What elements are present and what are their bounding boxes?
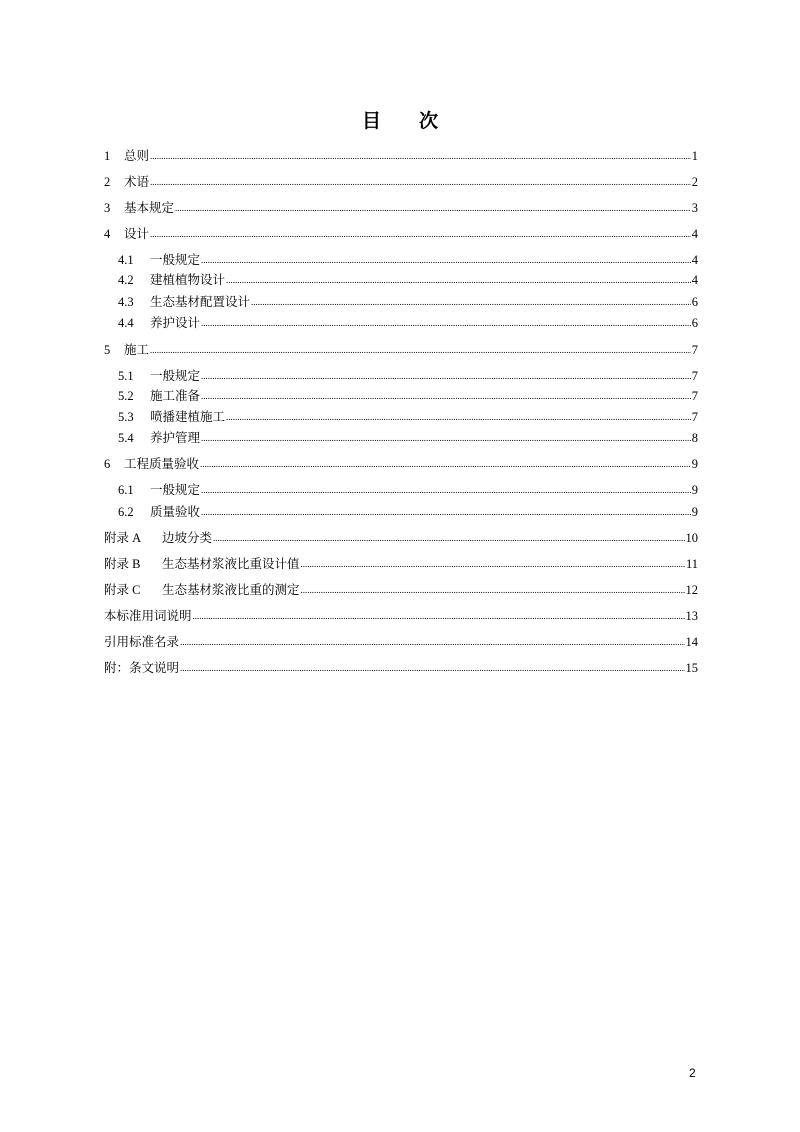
dot-leader [201, 503, 691, 520]
toc-entry[interactable] [118, 409, 698, 426]
toc-entry-page: 8 [691, 431, 698, 445]
dot-leader [201, 481, 691, 498]
dot-leader [200, 455, 691, 472]
toc-entry[interactable] [118, 272, 698, 289]
dot-leader [251, 293, 691, 310]
title-char-1: 目 [361, 111, 381, 132]
toc-entry-page: 7 [691, 389, 698, 403]
toc-entry-number: 6.2 [118, 505, 134, 519]
toc-entry[interactable] [118, 482, 698, 499]
toc-entry-number: 2 [104, 175, 111, 189]
toc-entry-page: 2 [691, 175, 698, 189]
toc-entry-page: 7 [691, 410, 698, 424]
toc-entry-label: 一般规定 [150, 253, 201, 267]
dot-leader [175, 199, 691, 216]
toc-entry-label: 施工 [124, 343, 150, 357]
toc-entry-page: 7 [691, 369, 698, 383]
toc-entry[interactable] [104, 456, 698, 473]
dot-leader [150, 225, 691, 242]
toc-entry-number: 6 [104, 457, 111, 471]
toc-entry-number: 4.4 [118, 316, 134, 330]
toc-entry-label: 施工准备 [150, 389, 201, 403]
toc-entry-page: 9 [691, 457, 698, 471]
toc-entry-number: 附录 C [104, 583, 141, 597]
toc-entry-page: 6 [691, 316, 698, 330]
toc-entry[interactable] [104, 634, 698, 651]
toc-entry-page: 3 [691, 201, 698, 215]
toc-entry[interactable] [118, 388, 698, 405]
toc-entry-page: 12 [685, 583, 698, 597]
toc-entry[interactable] [104, 660, 698, 677]
toc-entry-number: 5 [104, 343, 111, 357]
toc-entry-page: 1 [691, 149, 698, 163]
toc-entry-page: 7 [691, 343, 698, 357]
toc-entry-number: 5.3 [118, 410, 134, 424]
toc-entry-number: 6.1 [118, 483, 134, 497]
toc-entry-number: 5.2 [118, 389, 134, 403]
toc-entry[interactable] [104, 200, 698, 217]
dot-leader [301, 555, 685, 572]
toc-entry[interactable] [104, 582, 698, 599]
toc-entry-page: 4 [691, 273, 698, 287]
toc-entry-label: 养护设计 [150, 316, 201, 330]
toc-entry[interactable] [118, 252, 698, 269]
toc-entry[interactable] [104, 174, 698, 191]
toc-entry-page: 4 [691, 227, 698, 241]
toc-entry[interactable] [104, 556, 698, 573]
dot-leader [180, 633, 684, 650]
toc-entry-number: 5.1 [118, 369, 134, 383]
dot-leader [226, 408, 691, 425]
title-char-2: 次 [419, 111, 439, 132]
toc-entry-number: 4.3 [118, 295, 134, 309]
dot-leader [201, 314, 691, 331]
toc-entry-label: 引用标准名录 [104, 635, 180, 649]
toc-entry-label: 一般规定 [150, 483, 201, 497]
toc-entry-label: 附：条文说明 [104, 661, 180, 675]
page-title [0, 106, 800, 133]
toc-entry-label: 养护管理 [150, 431, 201, 445]
toc-entry-number: 5.4 [118, 431, 134, 445]
toc-entry-number: 附录 A [104, 531, 142, 545]
toc-entry-number: 4.1 [118, 253, 134, 267]
toc-entry-page: 13 [685, 609, 698, 623]
toc-entry-label: 工程质量验收 [124, 457, 200, 471]
toc-entry-label: 生态基材浆液比重设计值 [162, 557, 300, 571]
toc-entry-label: 生态基材浆液比重的测定 [162, 583, 300, 597]
toc-entry-number: 附录 B [104, 557, 141, 571]
toc-entry[interactable] [104, 530, 698, 547]
toc-entry[interactable] [118, 294, 698, 311]
dot-leader [180, 659, 684, 676]
dot-leader [226, 271, 691, 288]
dot-leader [201, 387, 691, 404]
dot-leader [201, 367, 691, 384]
dot-leader [193, 607, 685, 624]
dot-leader [201, 429, 691, 446]
toc-entry-label: 总则 [124, 149, 150, 163]
toc-entry-label: 设计 [124, 227, 150, 241]
toc-entry-page: 6 [691, 295, 698, 309]
toc-entry[interactable] [104, 148, 698, 165]
toc-entry-number: 1 [104, 149, 111, 163]
dot-leader [150, 147, 691, 164]
toc-entry-page: 15 [685, 661, 698, 675]
toc-entry[interactable] [118, 430, 698, 447]
toc-entry-page: 9 [691, 483, 698, 497]
toc-entry-label: 生态基材配置设计 [150, 295, 251, 309]
dot-leader [150, 173, 691, 190]
page-number: 2 [689, 1066, 696, 1080]
toc-entry[interactable] [104, 608, 698, 625]
toc-entry-page: 9 [691, 505, 698, 519]
toc-entry-number: 4.2 [118, 273, 134, 287]
toc-entry[interactable] [104, 342, 698, 359]
toc-entry-label: 本标准用词说明 [104, 609, 192, 623]
toc-entry-label: 质量验收 [150, 505, 201, 519]
toc-entry-page: 4 [691, 253, 698, 267]
toc-entry-page: 11 [685, 557, 698, 571]
dot-leader [201, 251, 691, 268]
toc-entry[interactable] [118, 368, 698, 385]
toc-entry-label: 建植植物设计 [150, 273, 226, 287]
toc-entry-label: 基本规定 [124, 201, 175, 215]
dot-leader [150, 341, 691, 358]
toc-entry-label: 一般规定 [150, 369, 201, 383]
toc-entry[interactable] [104, 226, 698, 243]
toc-entry-number: 3 [104, 201, 111, 215]
toc-entry-number: 4 [104, 227, 111, 241]
toc-entry[interactable] [118, 504, 698, 521]
toc-entry-label: 喷播建植施工 [150, 410, 226, 424]
toc-entry[interactable] [118, 315, 698, 332]
dot-leader [213, 529, 684, 546]
dot-leader [301, 581, 685, 598]
toc-entry-page: 14 [685, 635, 698, 649]
toc-entry-page: 10 [685, 531, 698, 545]
toc-entry-label: 术语 [124, 175, 150, 189]
toc-entry-label: 边坡分类 [162, 531, 213, 545]
